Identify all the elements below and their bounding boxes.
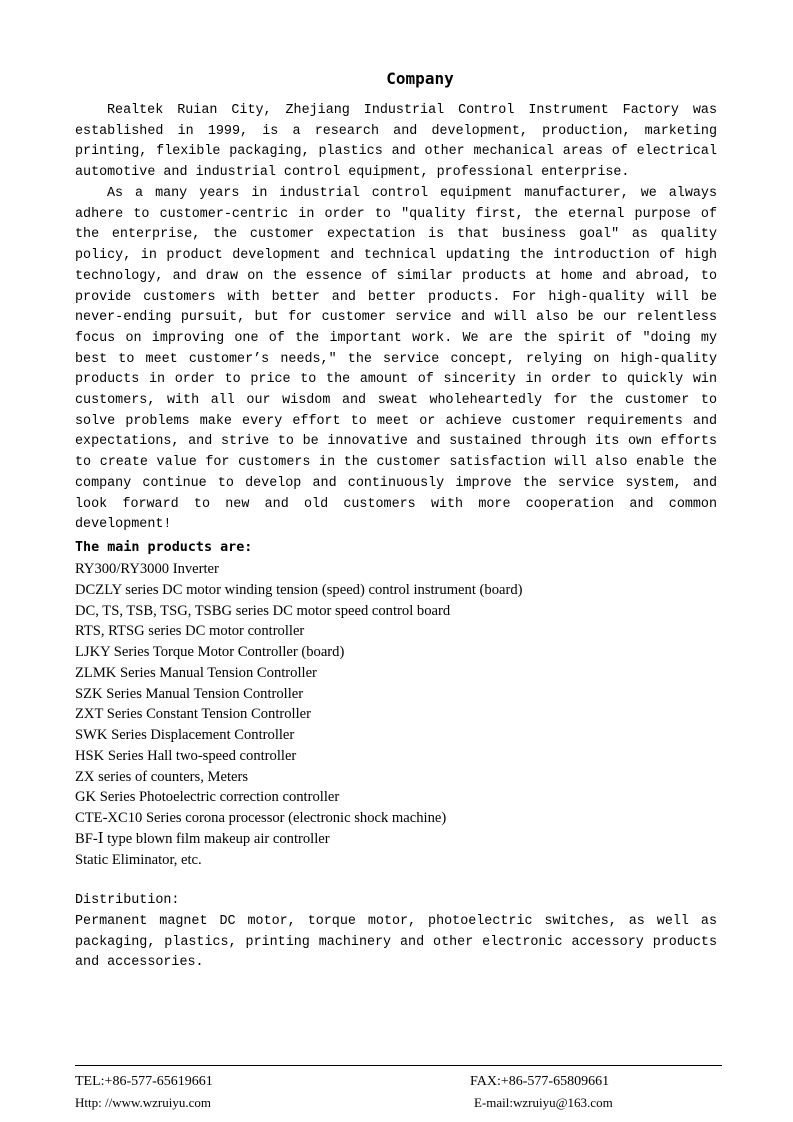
footer-website-link[interactable]: Http: //www.wzruiyu.com [75, 1095, 211, 1110]
product-item: GK Series Photoelectric correction controller [75, 789, 340, 806]
footer-phone: TEL:+86-577-65619661 [75, 1074, 213, 1089]
product-item: DC, TS, TSB, TSG, TSBG series DC motor speed control board [75, 602, 451, 619]
footer-email-link[interactable]: E-mail:wzruiyu@163.com [474, 1095, 613, 1110]
footer-divider [75, 1065, 722, 1066]
distribution-heading: Distribution: [75, 893, 180, 908]
intro-paragraph: Realtek Ruian City, Zhejiang Industrial Control Instrument Factory was established in 1999, is a research and development, production, marketing printing, flexible packaging, plastics and other mechanical areas of electrical automotive and industrial control equipment, professional enterprise. [75, 103, 717, 181]
distribution-text: Permanent magnet DC motor, torque motor, photoelectric switches, as well as packaging, plastics, printing machinery and other electronic accessory products and accessories. [75, 914, 717, 971]
product-item: DCZLY series DC motor winding tension (speed) control instrument (board) [75, 581, 523, 598]
product-item: ZLMK Series Manual Tension Controller [75, 664, 317, 681]
product-item: CTE-XC10 Series corona processor (electronic shock machine) [75, 810, 447, 826]
footer-fax: FAX:+86-577-65809661 [470, 1074, 610, 1089]
product-item: RY300/RY3000 Inverter [75, 561, 219, 577]
product-item: HSK Series Hall two-speed controller [75, 747, 297, 764]
product-item: SWK Series Displacement Controller [75, 727, 295, 743]
page-title: Company [386, 69, 454, 88]
product-item: Static Eliminator, etc. [75, 851, 202, 868]
product-item: ZXT Series Constant Tension Controller [75, 706, 311, 723]
product-item: SZK Series Manual Tension Controller [75, 685, 304, 702]
product-item: BF-Ⅰ type blown film makeup air controller [75, 830, 330, 847]
intro-paragraph: As a many years in industrial control equipment manufacturer, we always adhere to customer-centric in order to "quality first, the eternal purpose of the enterprise, the customer expectation is that business goal" as quality policy, in product development and technical updating the introduction of high technology, and draw on the essence of similar products at home and abroad, to provide customers with better and better products. For high-quality will be never-ending pursuit, but for customer service and will also be our relentless focus on improving one of the important work. We are the spirit of "doing my best to meet customer’s needs," the service concept, relying on high-quality products in order to price to the amount of sincerity in order to quickly win customers, with all our wisdom and sweat wholeheartedly for the customer to solve problems make every effort to meet or achieve customer requirements and expectations, and strive to be innovative and sustained through its own efforts to create value for customers in the customer satisfaction will also enable the company continue to develop and continuously improve the service system, and look forward to new and old customers with more cooperation and common development! [75, 186, 717, 533]
products-heading: The main products are: [75, 540, 253, 555]
product-item: LJKY Series Torque Motor Controller (board) [75, 644, 345, 660]
product-list [75, 559, 522, 870]
product-item: RTS, RTSG series DC motor controller [75, 623, 305, 640]
product-item: ZX series of counters, Meters [75, 768, 249, 785]
